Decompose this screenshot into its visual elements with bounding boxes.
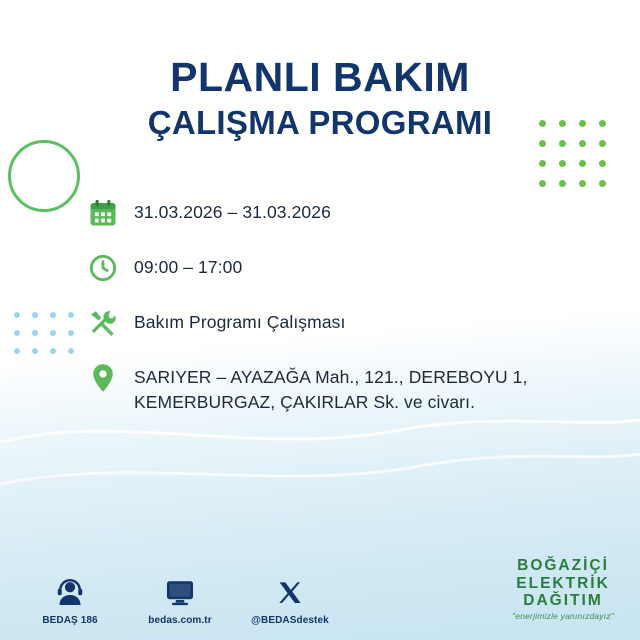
info-row-address xyxy=(86,361,586,416)
info-row-date-text: 31.03.2026 – 31.03.2026 xyxy=(134,202,331,222)
title-line-2: ÇALIŞMA PROGRAMI xyxy=(147,104,493,142)
headset-icon xyxy=(28,576,112,610)
location-pin-icon xyxy=(86,361,120,395)
footer-item-website[interactable] xyxy=(138,576,222,626)
tools-icon xyxy=(86,306,120,340)
footer-item-social-label: @BEDASdestek xyxy=(251,615,329,626)
info-row-time xyxy=(86,251,586,285)
dot-grid-decoration-left xyxy=(14,312,75,355)
calendar-icon xyxy=(86,196,120,230)
footer-item-social[interactable] xyxy=(248,576,332,626)
brand-line-2: ELEKTRİK xyxy=(516,574,610,592)
x-social-icon xyxy=(248,576,332,610)
monitor-icon xyxy=(138,576,222,610)
footer xyxy=(0,548,640,640)
page-title xyxy=(0,56,640,142)
footer-item-website-label: bedas.com.tr xyxy=(148,615,212,626)
brand-logo xyxy=(512,557,614,622)
clock-icon xyxy=(86,251,120,285)
brand-line-3: DAĞITIM xyxy=(523,592,603,610)
info-list xyxy=(86,196,586,437)
info-row-work-text: Bakım Programı Çalışması xyxy=(134,312,346,332)
footer-item-phone[interactable] xyxy=(28,576,112,626)
footer-item-phone-label: BEDAŞ 186 xyxy=(42,615,98,626)
brand-line-1: BOĞAZİÇİ xyxy=(517,557,609,575)
footer-contact-list xyxy=(28,576,332,626)
brand-slogan: "enerjimizle yanınızdayız" xyxy=(512,611,614,622)
info-row-address-text: SARIYER – AYAZAĞA Mah., 121., DEREBOYU 1, KEMERBURGAZ, ÇAKIRLAR Sk. ve civarı. xyxy=(134,367,528,413)
info-row-date xyxy=(86,196,586,230)
title-line-1: PLANLI BAKIM xyxy=(170,54,470,100)
circle-decoration xyxy=(8,140,80,212)
wave-decoration-2 xyxy=(0,470,640,471)
info-row-work xyxy=(86,306,586,340)
info-row-time-text: 09:00 – 17:00 xyxy=(134,257,243,277)
